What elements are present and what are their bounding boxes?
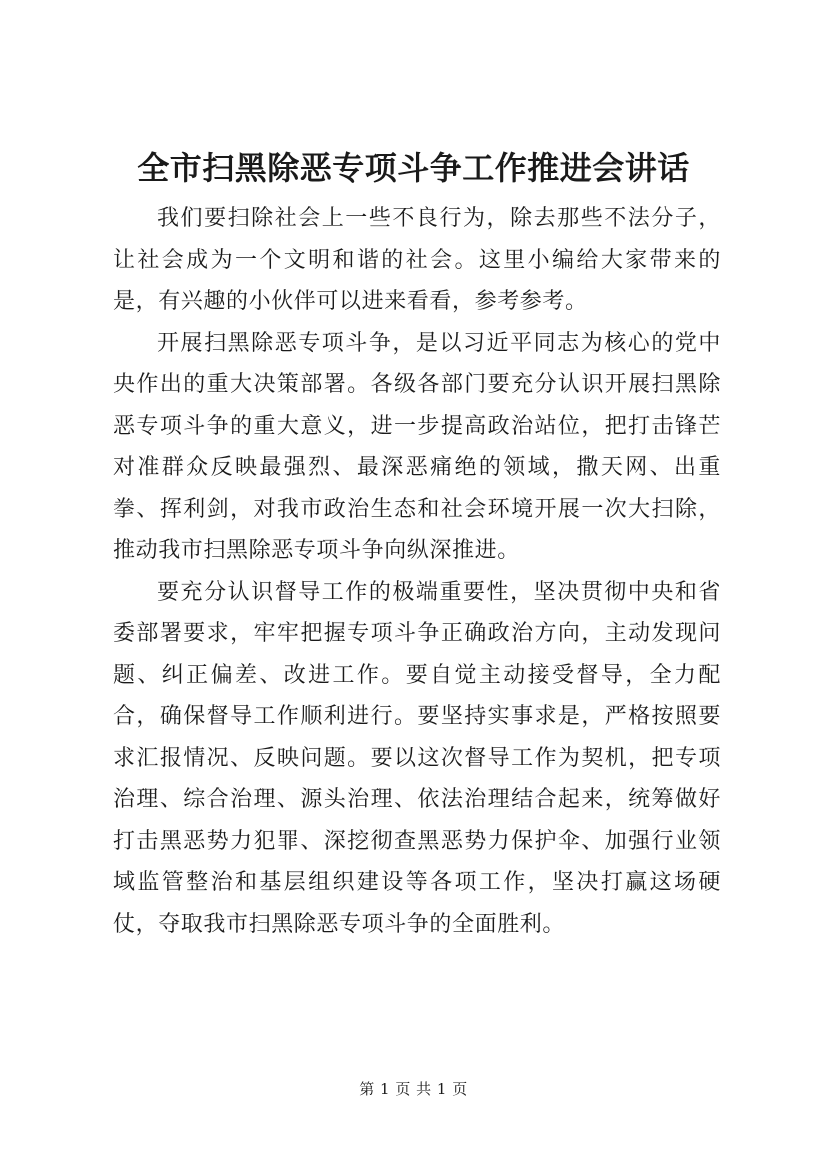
document-body bbox=[113, 198, 721, 945]
paragraph-significance: 开展扫黑除恶专项斗争，是以习近平同志为核心的党中央作出的重大决策部署。各级各部门要充分认识开展扫黑除恶专项斗争的重大意义，进一步提高政治站位，把打击锋芒对准群众反映最强烈、最深恶痛绝的领域，撒天网、出重拳、挥利剑，对我市政治生态和社会环境开展一次大扫除，推动我市扫黑除恶专项斗争向纵深推进。 bbox=[113, 330, 721, 563]
page-footer: 第 1 页 共 1 页 bbox=[359, 1080, 468, 1098]
paragraph-intro: 我们要扫除社会上一些不良行为，除去那些不法分子，让社会成为一个文明和谐的社会。这里小编给大家带来的是，有兴趣的小伙伴可以进来看看，参考参考。 bbox=[113, 206, 721, 314]
paragraph-supervision: 要充分认识督导工作的极端重要性，坚决贯彻中央和省委部署要求，牢牢把握专项斗争正确政治方向，主动发现问题、纠正偏差、改进工作。要自觉主动接受督导，全力配合，确保督导工作顺利进行。要坚持实事求是，严格按照要求汇报情况、反映问题。要以这次督导工作为契机，把专项治理、综合治理、源头治理、依法治理结合起来，统筹做好打击黑恶势力犯罪、深挖彻查黑恶势力保护伞、加强行业领域监管整治和基层组织建设等各项工作，坚决打赢这场硬仗，夺取我市扫黑除恶专项斗争的全面胜利。 bbox=[113, 579, 721, 937]
document-title: 全市扫黑除恶专项斗争工作推进会讲话 bbox=[137, 149, 690, 187]
